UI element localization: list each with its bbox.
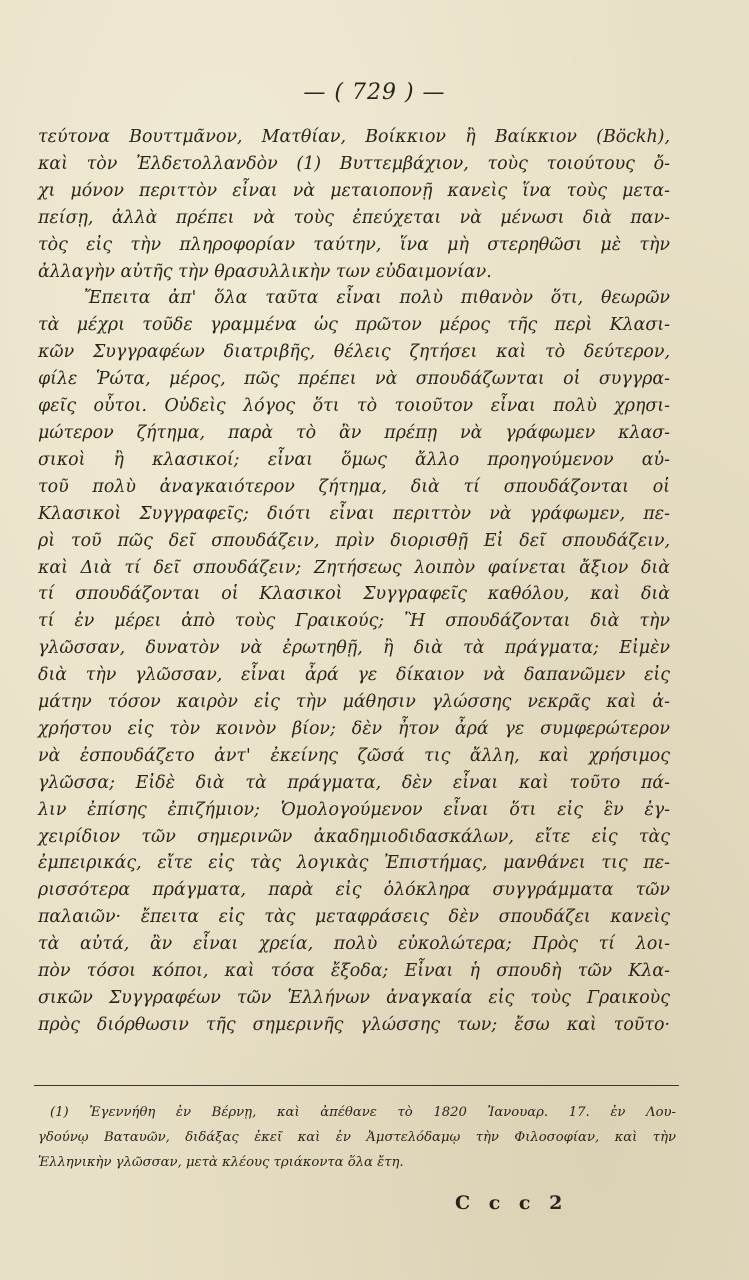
text-line: φεῖς οὗτοι. Οὐδεὶς λόγος ὅτι τὸ τοιοῦτον εἶναι πολὺ χρησι- bbox=[38, 396, 670, 417]
text-line: φίλε Ῥώτα, μέρος, πῶς πρέπει νὰ σπουδάζωνται οἱ συγγρα- bbox=[38, 369, 670, 390]
text-line: ρὶ τοῦ πῶς δεῖ σπουδάζειν, πρὶν διορισθῇ Εἰ δεῖ σπουδάζειν, bbox=[38, 530, 670, 551]
text-line: χρήστου εἰς τὸν κοινὸν βίον; δὲν ἦτον ἆρά γε συμφερώτερον bbox=[38, 718, 670, 739]
text-line: ἀλλαγὴν αὐτῆς τὴν θρασυλλικὴν των εὐδαιμονίαν. bbox=[38, 261, 492, 282]
footnote bbox=[38, 1100, 676, 1175]
text-line: τὰ αὐτά, ἂν εἶναι χρεία, πολὺ εὐκολώτερα; Πρὸς τί λοι- bbox=[38, 934, 670, 955]
text-line: λιν ἐπίσης ἐπιζήμιον; Ὁμολογούμενον εἶναι ὅτι εἰς ἓν ἐγ- bbox=[38, 799, 670, 820]
text-line: Κλασικοὶ Συγγραφεῖς; διότι εἶναι περιττὸν νὰ γράφωμεν, πε- bbox=[38, 503, 670, 524]
text-line: νὰ ἐσπουδάζετο ἀντ' ἐκείνης ζῶσά τις ἄλλη, καὶ χρήσιμος bbox=[38, 745, 670, 766]
footnote-line: γδούνῳ Βαταυῶν, διδάξας ἐκεῖ καὶ ἐν Ἀμστελόδαμῳ τὴν Φιλοσοφίαν, καὶ τὴν bbox=[38, 1130, 676, 1145]
footnote-line: Ἑλληνικὴν γλῶσσαν, μετὰ κλέους τριάκοντα ὅλα ἔτη. bbox=[38, 1155, 404, 1170]
text-line: πείσῃ, ἀλλὰ πρέπει νὰ τοὺς ἐπεύχεται νὰ μένωσι διὰ παν- bbox=[38, 207, 670, 228]
text-line: πρὸς διόρθωσιν τῆς σημερινῆς γλώσσης των; ἔσω καὶ τοῦτο· bbox=[38, 1014, 670, 1035]
footnote-divider bbox=[34, 1085, 679, 1086]
text-line: γλῶσσαν, δυνατὸν νὰ ἐρωτηθῇ, ἢ διὰ τὰ πράγματα; Εἰμὲν bbox=[38, 638, 670, 659]
text-line: σικῶν Συγγραφέων τῶν Ἑλλήνων ἀναγκαία εἰς τοὺς Γραικοὺς bbox=[38, 988, 670, 1008]
text-line: τὰ μέχρι τοῦδε γραμμένα ὡς πρῶτον μέρος τῆς περὶ Κλασι- bbox=[38, 315, 670, 336]
text-line: γλῶσσα; Εἰδὲ διὰ τὰ πράγματα, δὲν εἶναι καὶ τοῦτο πά- bbox=[38, 772, 670, 793]
text-line: χειρίδιον τῶν σημερινῶν ἀκαδημιοδιδασκάλων, εἴτε εἰς τὰς bbox=[38, 826, 670, 847]
text-line: μώτερον ζήτημα, παρὰ τὸ ἂν πρέπῃ νὰ γράφωμεν κλασ- bbox=[38, 422, 670, 443]
text-line: ἐμπειρικάς, εἴτε εἰς τὰς λογικὰς Ἐπιστήμας, μανθάνει τις πε- bbox=[38, 853, 670, 874]
text-line: καὶ Διὰ τί δεῖ σπουδάζειν; Ζητήσεως λοιπὸν φαίνεται ἄξιον διὰ bbox=[38, 557, 670, 578]
footnote-line: (1) Ἐγεννήθη ἐν Βέρνῃ, καὶ ἀπέθανε τὸ 1820 Ἰανουαρ. 17. ἐν Λου- bbox=[50, 1105, 676, 1120]
text-line: τί σπουδάζονται οἱ Κλασικοὶ Συγγραφεῖς καθόλου, καὶ διὰ bbox=[38, 584, 670, 605]
page-header: — ( 729 ) — bbox=[303, 80, 446, 105]
text-line: σικοὶ ἢ κλασικοί; εἶναι ὅμως ἄλλο προηγούμενον αὐ- bbox=[38, 449, 670, 470]
text-line: τοῦ πολὺ ἀναγκαιότερον ζήτημα, διὰ τί σπουδάζονται οἱ bbox=[38, 476, 670, 497]
text-line: τεύτονα Βουττμᾶνον, Ματθίαν, Βοίκκιον ἢ Βαίκκιον (Böckh), bbox=[38, 127, 670, 147]
signature-mark: C c c 2 bbox=[455, 1192, 569, 1214]
text-line: διὰ τὴν γλῶσσαν, εἶναι ἆρά γε δίκαιον νὰ δαπανῶμεν εἰς bbox=[38, 665, 670, 686]
text-line: χι μόνον περιττὸν εἶναι νὰ μεταιοπονῇ κανεὶς ἵνα τοὺς μετα- bbox=[38, 180, 670, 201]
text-line: καὶ τὸν Ἐλδετολλανδὸν (1) Βυττεμβάχιον, τοὺς τοιούτους ὄ- bbox=[38, 153, 670, 174]
text-line: τὸς εἰς τὴν πληροφορίαν ταύτην, ἵνα μὴ στερηθῶσι μὲ τὴν bbox=[38, 234, 670, 255]
text-line: μάτην τόσον καιρὸν εἰς τὴν μάθησιν γλώσσης νεκρᾶς καὶ ἀ- bbox=[38, 692, 670, 713]
text-line: τί ἐν μέρει ἀπὸ τοὺς Γραικούς; Ἢ σπουδάζονται διὰ τὴν bbox=[38, 611, 670, 632]
text-line: παλαιῶν· ἔπειτα εἰς τὰς μεταφράσεις δὲν σπουδάζει κανεὶς bbox=[38, 907, 670, 928]
text-line: κῶν Συγγραφέων διατριβῆς, θέλεις ζητήσει καὶ τὸ δεύτερον, bbox=[38, 342, 670, 363]
text-line: ρισσότερα πράγματα, παρὰ εἰς ὁλόκληρα συγγράμματα τῶν bbox=[38, 880, 670, 901]
body-text bbox=[38, 124, 670, 1039]
text-line: Ἔπειτα ἀπ' ὅλα ταῦτα εἶναι πολὺ πιθανὸν ὅτι, θεωρῶν bbox=[84, 288, 670, 309]
text-line: πὸν τόσοι κόποι, καὶ τόσα ἔξοδα; Εἶναι ἡ σπουδὴ τῶν Κλα- bbox=[38, 961, 670, 982]
